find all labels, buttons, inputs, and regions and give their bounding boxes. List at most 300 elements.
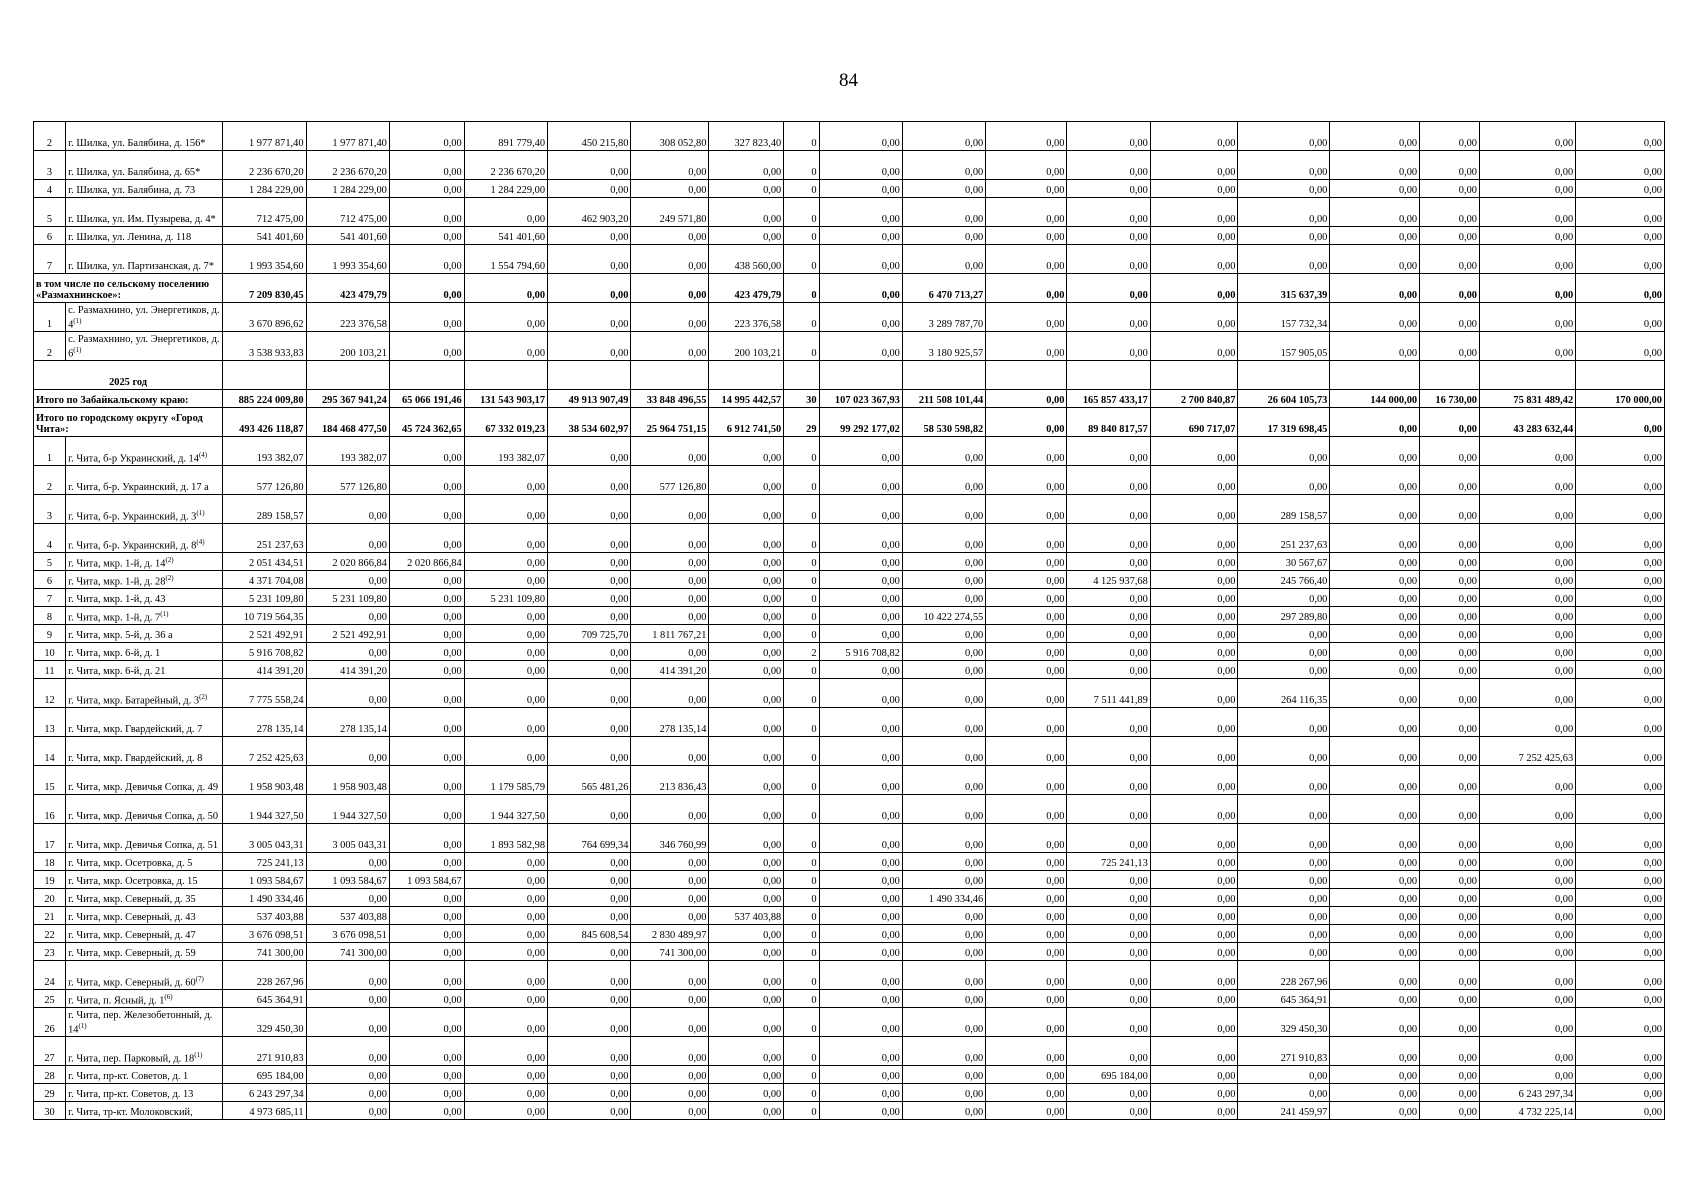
value-cell: 0,00: [986, 889, 1067, 907]
value-cell: 0,00: [1420, 853, 1480, 871]
value-cell: 0,00: [389, 198, 464, 227]
year-label: 2025 год: [34, 361, 223, 390]
value-cell: 0,00: [306, 1066, 389, 1084]
value-cell: 741 300,00: [306, 943, 389, 961]
value-cell: 0,00: [1150, 907, 1238, 925]
value-cell: 0,00: [1420, 408, 1480, 437]
value-cell: 157 732,34: [1238, 303, 1330, 332]
value-cell: 0,00: [819, 466, 902, 495]
table-row: [34, 198, 1665, 227]
value-cell: 0,00: [631, 1102, 709, 1120]
table-row: [34, 853, 1665, 871]
value-cell: 0: [784, 961, 819, 990]
value-cell: 200 103,21: [709, 332, 784, 361]
value-cell: 0,00: [1067, 437, 1150, 466]
value-cell: 0,00: [1330, 708, 1420, 737]
value-cell: 0,00: [986, 589, 1067, 607]
value-cell: 0,00: [631, 332, 709, 361]
value-cell: 0,00: [389, 907, 464, 925]
value-cell: 0,00: [1067, 1008, 1150, 1037]
value-cell: 0: [784, 589, 819, 607]
value-cell: 0,00: [1479, 466, 1575, 495]
value-cell: 0,00: [1067, 1037, 1150, 1066]
value-cell: 0,00: [1420, 466, 1480, 495]
value-cell: 0,00: [1479, 1008, 1575, 1037]
value-cell: 0,00: [1576, 643, 1665, 661]
value-cell: 725 241,13: [1067, 853, 1150, 871]
value-cell: 0,00: [1479, 871, 1575, 889]
value-cell: 0,00: [631, 889, 709, 907]
value-cell: 0,00: [1330, 553, 1420, 571]
value-cell: 0,00: [1420, 227, 1480, 245]
value-cell: 295 367 941,24: [306, 390, 389, 408]
row-number: 3: [34, 495, 66, 524]
value-cell: 0,00: [1420, 925, 1480, 943]
value-cell: 0,00: [986, 961, 1067, 990]
value-cell: 107 023 367,93: [819, 390, 902, 408]
value-cell: 712 475,00: [306, 198, 389, 227]
value-cell: 0,00: [1479, 571, 1575, 589]
value-cell: 0,00: [1150, 198, 1238, 227]
value-cell: 315 637,39: [1238, 274, 1330, 303]
value-cell: 29: [784, 408, 819, 437]
value-cell: 0,00: [464, 661, 547, 679]
row-number: 22: [34, 925, 66, 943]
empty-cell: [1150, 361, 1238, 390]
value-cell: 329 450,30: [1238, 1008, 1330, 1037]
value-cell: 0,00: [1479, 524, 1575, 553]
value-cell: 2 521 492,91: [306, 625, 389, 643]
row-number: 23: [34, 943, 66, 961]
row-number: 5: [34, 198, 66, 227]
table-row: [34, 990, 1665, 1008]
value-cell: 0,00: [902, 943, 985, 961]
value-cell: 0,00: [902, 643, 985, 661]
value-cell: 0,00: [819, 1037, 902, 1066]
value-cell: 58 530 598,82: [902, 408, 985, 437]
value-cell: 0,00: [709, 661, 784, 679]
value-cell: 0,00: [709, 925, 784, 943]
value-cell: 0,00: [902, 151, 985, 180]
value-cell: 0,00: [1576, 303, 1665, 332]
value-cell: 264 116,35: [1238, 679, 1330, 708]
value-cell: 0,00: [548, 227, 631, 245]
value-cell: 0,00: [1330, 1102, 1420, 1120]
value-cell: 0,00: [631, 553, 709, 571]
value-cell: 0,00: [902, 766, 985, 795]
value-cell: 0,00: [986, 553, 1067, 571]
value-cell: 0,00: [464, 1037, 547, 1066]
value-cell: 0,00: [986, 607, 1067, 625]
value-cell: 0,00: [1150, 1008, 1238, 1037]
row-number: 8: [34, 607, 66, 625]
value-cell: 0,00: [464, 303, 547, 332]
value-cell: 0,00: [389, 122, 464, 151]
value-cell: 0,00: [1150, 553, 1238, 571]
value-cell: 0,00: [709, 198, 784, 227]
value-cell: 695 184,00: [1067, 1066, 1150, 1084]
value-cell: 2 020 866,84: [389, 553, 464, 571]
value-cell: 0,00: [1238, 943, 1330, 961]
value-cell: 0,00: [819, 303, 902, 332]
empty-cell: [389, 361, 464, 390]
value-cell: 537 403,88: [709, 907, 784, 925]
value-cell: 308 052,80: [631, 122, 709, 151]
value-cell: 0,00: [1479, 679, 1575, 708]
value-cell: 0,00: [464, 990, 547, 1008]
row-number: 14: [34, 737, 66, 766]
empty-cell: [1238, 361, 1330, 390]
value-cell: 329 450,30: [223, 1008, 306, 1037]
row-number: 1: [34, 437, 66, 466]
value-cell: 0,00: [819, 766, 902, 795]
empty-cell: [223, 361, 306, 390]
empty-cell: [784, 361, 819, 390]
value-cell: 0,00: [1479, 795, 1575, 824]
value-cell: 0,00: [1576, 245, 1665, 274]
value-cell: 0,00: [1479, 437, 1575, 466]
value-cell: 0,00: [1479, 245, 1575, 274]
value-cell: 1 977 871,40: [223, 122, 306, 151]
address-cell: г. Чита, б-р Украинский, д. 14$^{(4)}$: [66, 437, 223, 466]
value-cell: 0,00: [902, 661, 985, 679]
value-cell: 741 300,00: [631, 943, 709, 961]
value-cell: 0,00: [1479, 925, 1575, 943]
value-cell: 0,00: [819, 708, 902, 737]
value-cell: 0,00: [819, 943, 902, 961]
value-cell: 0,00: [1150, 661, 1238, 679]
value-cell: 725 241,13: [223, 853, 306, 871]
value-cell: 0,00: [1420, 1037, 1480, 1066]
value-cell: 0,00: [902, 553, 985, 571]
value-cell: 2 830 489,97: [631, 925, 709, 943]
value-cell: 0,00: [389, 1102, 464, 1120]
value-cell: 30 567,67: [1238, 553, 1330, 571]
value-cell: 0,00: [986, 245, 1067, 274]
value-cell: 577 126,80: [223, 466, 306, 495]
address-cell: с. Размахнино, ул. Энергетиков, д. 4$^{(1)}$: [66, 303, 223, 332]
address-cell: г. Шилка, ул. Балябина, д. 156*: [66, 122, 223, 151]
value-cell: 0: [784, 274, 819, 303]
value-cell: 0,00: [709, 889, 784, 907]
value-cell: 0: [784, 943, 819, 961]
value-cell: 2 236 670,20: [223, 151, 306, 180]
value-cell: 0,00: [819, 907, 902, 925]
value-cell: 0,00: [902, 737, 985, 766]
value-cell: 223 376,58: [709, 303, 784, 332]
value-cell: 3 005 043,31: [306, 824, 389, 853]
value-cell: 0,00: [1330, 871, 1420, 889]
value-cell: 0,00: [986, 1008, 1067, 1037]
value-cell: 0,00: [1150, 1084, 1238, 1102]
value-cell: 0,00: [548, 180, 631, 198]
value-cell: 0: [784, 679, 819, 708]
value-cell: 0,00: [1330, 795, 1420, 824]
value-cell: 0,00: [819, 553, 902, 571]
value-cell: 0,00: [1238, 708, 1330, 737]
value-cell: 0,00: [1150, 1037, 1238, 1066]
value-cell: 0,00: [1150, 607, 1238, 625]
value-cell: 0,00: [389, 589, 464, 607]
value-cell: 0,00: [306, 1008, 389, 1037]
value-cell: 1 093 584,67: [389, 871, 464, 889]
value-cell: 0,00: [389, 1084, 464, 1102]
value-cell: 0,00: [464, 274, 547, 303]
value-cell: 0,00: [1150, 889, 1238, 907]
row-number: 9: [34, 625, 66, 643]
value-cell: 423 479,79: [709, 274, 784, 303]
value-cell: 0,00: [548, 607, 631, 625]
total-label: Итого по Забайкальскому краю:: [34, 390, 223, 408]
value-cell: 0,00: [902, 437, 985, 466]
value-cell: 0,00: [631, 907, 709, 925]
value-cell: 0,00: [986, 907, 1067, 925]
value-cell: 0,00: [1067, 1084, 1150, 1102]
value-cell: 297 289,80: [1238, 607, 1330, 625]
value-cell: 741 300,00: [223, 943, 306, 961]
value-cell: 0,00: [1238, 466, 1330, 495]
value-cell: 1 944 327,50: [306, 795, 389, 824]
value-cell: 0,00: [1238, 795, 1330, 824]
value-cell: 0,00: [819, 824, 902, 853]
value-cell: 157 905,05: [1238, 332, 1330, 361]
value-cell: 414 391,20: [631, 661, 709, 679]
value-cell: 0: [784, 198, 819, 227]
table-row: [34, 408, 1665, 437]
value-cell: 0,00: [1067, 589, 1150, 607]
value-cell: 1 284 229,00: [223, 180, 306, 198]
value-cell: 0,00: [389, 625, 464, 643]
table-row: [34, 1066, 1665, 1084]
value-cell: 891 779,40: [464, 122, 547, 151]
value-cell: 0,00: [1479, 853, 1575, 871]
value-cell: 0,00: [1330, 1037, 1420, 1066]
value-cell: 0,00: [548, 871, 631, 889]
value-cell: 0,00: [1330, 408, 1420, 437]
value-cell: 0,00: [1330, 198, 1420, 227]
value-cell: 0,00: [1150, 151, 1238, 180]
value-cell: 278 135,14: [306, 708, 389, 737]
value-cell: 33 848 496,55: [631, 390, 709, 408]
table-row: [34, 589, 1665, 607]
value-cell: 423 479,79: [306, 274, 389, 303]
value-cell: 0,00: [1479, 766, 1575, 795]
value-cell: 10 719 564,35: [223, 607, 306, 625]
value-cell: 241 459,97: [1238, 1102, 1330, 1120]
value-cell: 0,00: [1238, 766, 1330, 795]
address-cell: г. Чита, б-р. Украинский, д. 3$^{(1)}$: [66, 495, 223, 524]
value-cell: 4 732 225,14: [1479, 1102, 1575, 1120]
value-cell: 0,00: [819, 661, 902, 679]
value-cell: 0,00: [464, 553, 547, 571]
value-cell: 537 403,88: [223, 907, 306, 925]
value-cell: 0,00: [1420, 679, 1480, 708]
value-cell: 0,00: [1420, 961, 1480, 990]
value-cell: 0,00: [631, 437, 709, 466]
value-cell: 0,00: [389, 274, 464, 303]
table-row: [34, 871, 1665, 889]
value-cell: 0,00: [1067, 466, 1150, 495]
value-cell: 1 811 767,21: [631, 625, 709, 643]
value-cell: 0,00: [631, 227, 709, 245]
value-cell: 0,00: [389, 1037, 464, 1066]
value-cell: 0,00: [1150, 524, 1238, 553]
value-cell: 0,00: [1420, 151, 1480, 180]
value-cell: 2 521 492,91: [223, 625, 306, 643]
value-cell: 0,00: [986, 1037, 1067, 1066]
value-cell: 0,00: [1576, 795, 1665, 824]
value-cell: 0: [784, 907, 819, 925]
value-cell: 0,00: [631, 607, 709, 625]
value-cell: 38 534 602,97: [548, 408, 631, 437]
value-cell: 0: [784, 1084, 819, 1102]
value-cell: 0,00: [902, 853, 985, 871]
value-cell: 213 836,43: [631, 766, 709, 795]
value-cell: 0,00: [389, 766, 464, 795]
row-number: 20: [34, 889, 66, 907]
table-row: [34, 643, 1665, 661]
value-cell: 0,00: [389, 151, 464, 180]
value-cell: 0,00: [1420, 495, 1480, 524]
value-cell: 346 760,99: [631, 824, 709, 853]
value-cell: 0,00: [709, 607, 784, 625]
value-cell: 3 670 896,62: [223, 303, 306, 332]
value-cell: 0,00: [819, 607, 902, 625]
value-cell: 0,00: [548, 571, 631, 589]
empty-cell: [1479, 361, 1575, 390]
value-cell: 0,00: [1330, 990, 1420, 1008]
value-cell: 0,00: [389, 1008, 464, 1037]
value-cell: 577 126,80: [631, 466, 709, 495]
value-cell: 0,00: [986, 466, 1067, 495]
value-cell: 1 284 229,00: [464, 180, 547, 198]
value-cell: 0,00: [1479, 708, 1575, 737]
value-cell: 1 893 582,98: [464, 824, 547, 853]
value-cell: 0,00: [986, 437, 1067, 466]
value-cell: 0,00: [1420, 1084, 1480, 1102]
value-cell: 0,00: [306, 737, 389, 766]
empty-cell: [464, 361, 547, 390]
table-row: [34, 607, 1665, 625]
empty-cell: [986, 361, 1067, 390]
value-cell: 0,00: [631, 853, 709, 871]
address-cell: г. Чита, мкр. 1-й, д. 43: [66, 589, 223, 607]
value-cell: 0,00: [1576, 198, 1665, 227]
page-number: 84: [839, 70, 858, 91]
value-cell: 0,00: [819, 274, 902, 303]
value-cell: 0,00: [548, 907, 631, 925]
value-cell: 0,00: [1576, 466, 1665, 495]
row-number: 3: [34, 151, 66, 180]
value-cell: 0,00: [464, 524, 547, 553]
value-cell: 0,00: [1238, 853, 1330, 871]
address-cell: г. Чита, мкр. Гвардейский, д. 8: [66, 737, 223, 766]
value-cell: 541 401,60: [223, 227, 306, 245]
value-cell: 0,00: [1420, 1066, 1480, 1084]
empty-cell: [306, 361, 389, 390]
value-cell: 0,00: [1576, 943, 1665, 961]
value-cell: 0,00: [1067, 495, 1150, 524]
value-cell: 0,00: [389, 679, 464, 708]
value-cell: 0,00: [1330, 889, 1420, 907]
value-cell: 0,00: [819, 737, 902, 766]
value-cell: 0,00: [548, 679, 631, 708]
value-cell: 0,00: [1150, 180, 1238, 198]
empty-cell: [819, 361, 902, 390]
value-cell: 144 000,00: [1330, 390, 1420, 408]
value-cell: 0,00: [1420, 990, 1480, 1008]
value-cell: 0,00: [1067, 737, 1150, 766]
value-cell: 0,00: [1150, 737, 1238, 766]
value-cell: 0,00: [902, 871, 985, 889]
value-cell: 0,00: [548, 1084, 631, 1102]
value-cell: 0,00: [902, 679, 985, 708]
value-cell: 0,00: [548, 643, 631, 661]
value-cell: 0,00: [902, 990, 985, 1008]
value-cell: 0,00: [1150, 824, 1238, 853]
value-cell: 0,00: [1238, 437, 1330, 466]
value-cell: 10 422 274,55: [902, 607, 985, 625]
address-cell: г. Чита, мкр. 1-й, д. 7$^{(1)}$: [66, 607, 223, 625]
value-cell: 1 284 229,00: [306, 180, 389, 198]
value-cell: 0,00: [819, 571, 902, 589]
value-cell: 0,00: [1330, 589, 1420, 607]
value-cell: 0,00: [1150, 1066, 1238, 1084]
value-cell: 0,00: [986, 1084, 1067, 1102]
value-cell: 0,00: [709, 151, 784, 180]
value-cell: 0,00: [389, 495, 464, 524]
empty-cell: [1330, 361, 1420, 390]
value-cell: 0,00: [1420, 625, 1480, 643]
value-cell: 0,00: [902, 1008, 985, 1037]
value-cell: 0,00: [1150, 332, 1238, 361]
value-cell: 845 608,54: [548, 925, 631, 943]
value-cell: 0,00: [1238, 245, 1330, 274]
value-cell: 0,00: [1067, 1102, 1150, 1120]
value-cell: 7 775 558,24: [223, 679, 306, 708]
value-cell: 0,00: [1576, 122, 1665, 151]
value-cell: 0,00: [389, 524, 464, 553]
value-cell: 0: [784, 495, 819, 524]
value-cell: 0,00: [709, 1008, 784, 1037]
value-cell: 0,00: [1330, 466, 1420, 495]
value-cell: 0,00: [709, 853, 784, 871]
value-cell: 193 382,07: [223, 437, 306, 466]
value-cell: 0,00: [819, 871, 902, 889]
value-cell: 0,00: [631, 1008, 709, 1037]
value-cell: 223 376,58: [306, 303, 389, 332]
value-cell: 0,00: [1150, 708, 1238, 737]
value-cell: 3 289 787,70: [902, 303, 985, 332]
value-cell: 3 676 098,51: [223, 925, 306, 943]
value-cell: 0,00: [986, 180, 1067, 198]
value-cell: 0,00: [709, 1066, 784, 1084]
value-cell: 0,00: [1420, 907, 1480, 925]
value-cell: 0,00: [709, 589, 784, 607]
value-cell: 0,00: [306, 607, 389, 625]
value-cell: 1 944 327,50: [223, 795, 306, 824]
value-cell: 251 237,63: [223, 524, 306, 553]
value-cell: 0,00: [389, 1066, 464, 1084]
value-cell: 278 135,14: [223, 708, 306, 737]
value-cell: 0: [784, 625, 819, 643]
value-cell: 0,00: [902, 961, 985, 990]
value-cell: 438 560,00: [709, 245, 784, 274]
table-row: [34, 925, 1665, 943]
table-row: [34, 245, 1665, 274]
value-cell: 0,00: [1420, 180, 1480, 198]
value-cell: 0,00: [1479, 332, 1575, 361]
